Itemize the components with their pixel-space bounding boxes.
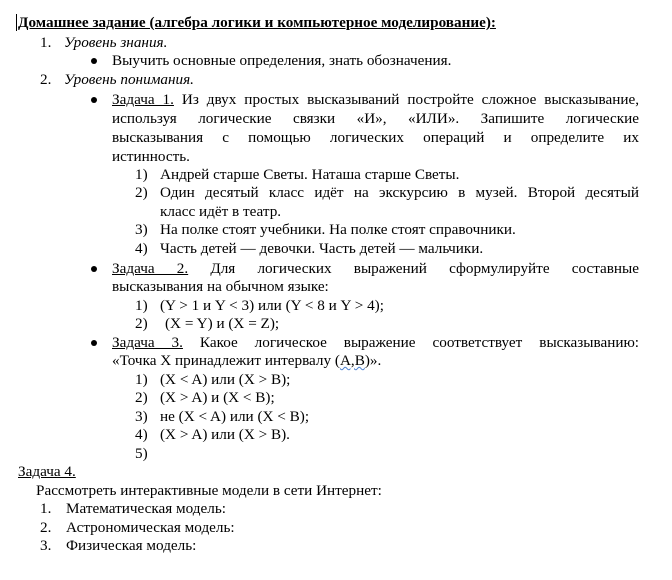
task3-item: (X > A) и (X < B); — [160, 389, 275, 406]
task1-item-number: 4) — [135, 240, 148, 257]
task3-item: (X > A) или (X > B). — [160, 426, 290, 443]
task1-item-number: 3) — [135, 221, 148, 238]
task3-item-number: 1) — [135, 371, 148, 388]
task2-item-number: 1) — [135, 297, 148, 314]
task1-item: Часть детей — девочки. Часть детей — мальчики. — [160, 240, 484, 257]
task1-item-cont: класс идёт в театр. — [160, 203, 282, 220]
task3-heading: Задача 3. — [112, 334, 183, 351]
task2-line1: Задача 2. Для логических выражений сформулируйте составные — [112, 260, 640, 277]
task4-item: Математическая модель: — [66, 500, 226, 517]
task4-item-number: 3. — [40, 537, 52, 554]
task1-heading: Задача 1. — [112, 91, 174, 108]
bullet-icon — [91, 58, 97, 64]
task3-item-number: 2) — [135, 389, 148, 406]
task4-item: Физическая модель: — [66, 537, 197, 554]
level2-label: Уровень понимания. — [64, 71, 194, 88]
task3-item: (X < A) или (X > B); — [160, 371, 291, 388]
page-title: Домашнее задание (алгебра логики и компьютерное моделирование): — [18, 14, 496, 31]
bullet-icon — [91, 340, 97, 346]
task1-item: Один десятый класс идёт на экскурсию в музей. Второй десятый — [160, 184, 639, 201]
task3-line1: Задача 3. Какое логическое выражение соответствует высказыванию: — [112, 334, 640, 351]
task4-item-number: 1. — [40, 500, 52, 517]
bullet-icon — [91, 266, 97, 272]
task3-item-number: 5) — [135, 445, 148, 462]
task3-item-number: 4) — [135, 426, 148, 443]
task1-item-number: 2) — [135, 184, 148, 201]
task1-line1: Задача 1. Из двух простых высказываний постройте сложное высказывание, — [112, 91, 640, 108]
task1-line2: используя логические связки «И», «ИЛИ». Запишите логические — [112, 110, 639, 127]
task1-line3: высказывания с помощью логических операций и определите их — [112, 129, 639, 146]
task2-heading: Задача 2. — [112, 260, 189, 277]
task2-item: (Y > 1 и Y < 3) или (Y < 8 и Y > 4); — [160, 297, 384, 314]
task4-item-number: 2. — [40, 519, 52, 536]
text-cursor — [16, 14, 17, 31]
task2-line2: высказывания на обычном языке: — [112, 278, 329, 295]
level1-item: Выучить основные определения, знать обозначения. — [112, 52, 452, 69]
task1-item: Андрей старше Светы. Наташа старше Светы. — [160, 166, 460, 183]
task4-heading: Задача 4. — [18, 463, 76, 480]
task4-intro: Рассмотреть интерактивные модели в сети Интернет: — [36, 482, 382, 499]
task1-item-number: 1) — [135, 166, 148, 183]
spellcheck-mark: A,B — [339, 352, 365, 369]
task1-item: На полке стоят учебники. На полке стоят справочники. — [160, 221, 516, 238]
task2-item-number: 2) — [135, 315, 148, 332]
level2-number: 2. — [40, 71, 52, 88]
level1-number: 1. — [40, 34, 52, 51]
task3-line2: «Точка X принадлежит интервалу (A,B)». — [112, 352, 382, 369]
bullet-icon — [91, 97, 97, 103]
level1-label: Уровень знания. — [64, 34, 168, 51]
task3-item-number: 3) — [135, 408, 148, 425]
task1-line4: истинность. — [112, 148, 190, 165]
task2-item: (X = Y) и (X = Z); — [165, 315, 280, 332]
task4-item: Астрономическая модель: — [66, 519, 235, 536]
task3-item: не (X < A) или (X < B); — [160, 408, 310, 425]
